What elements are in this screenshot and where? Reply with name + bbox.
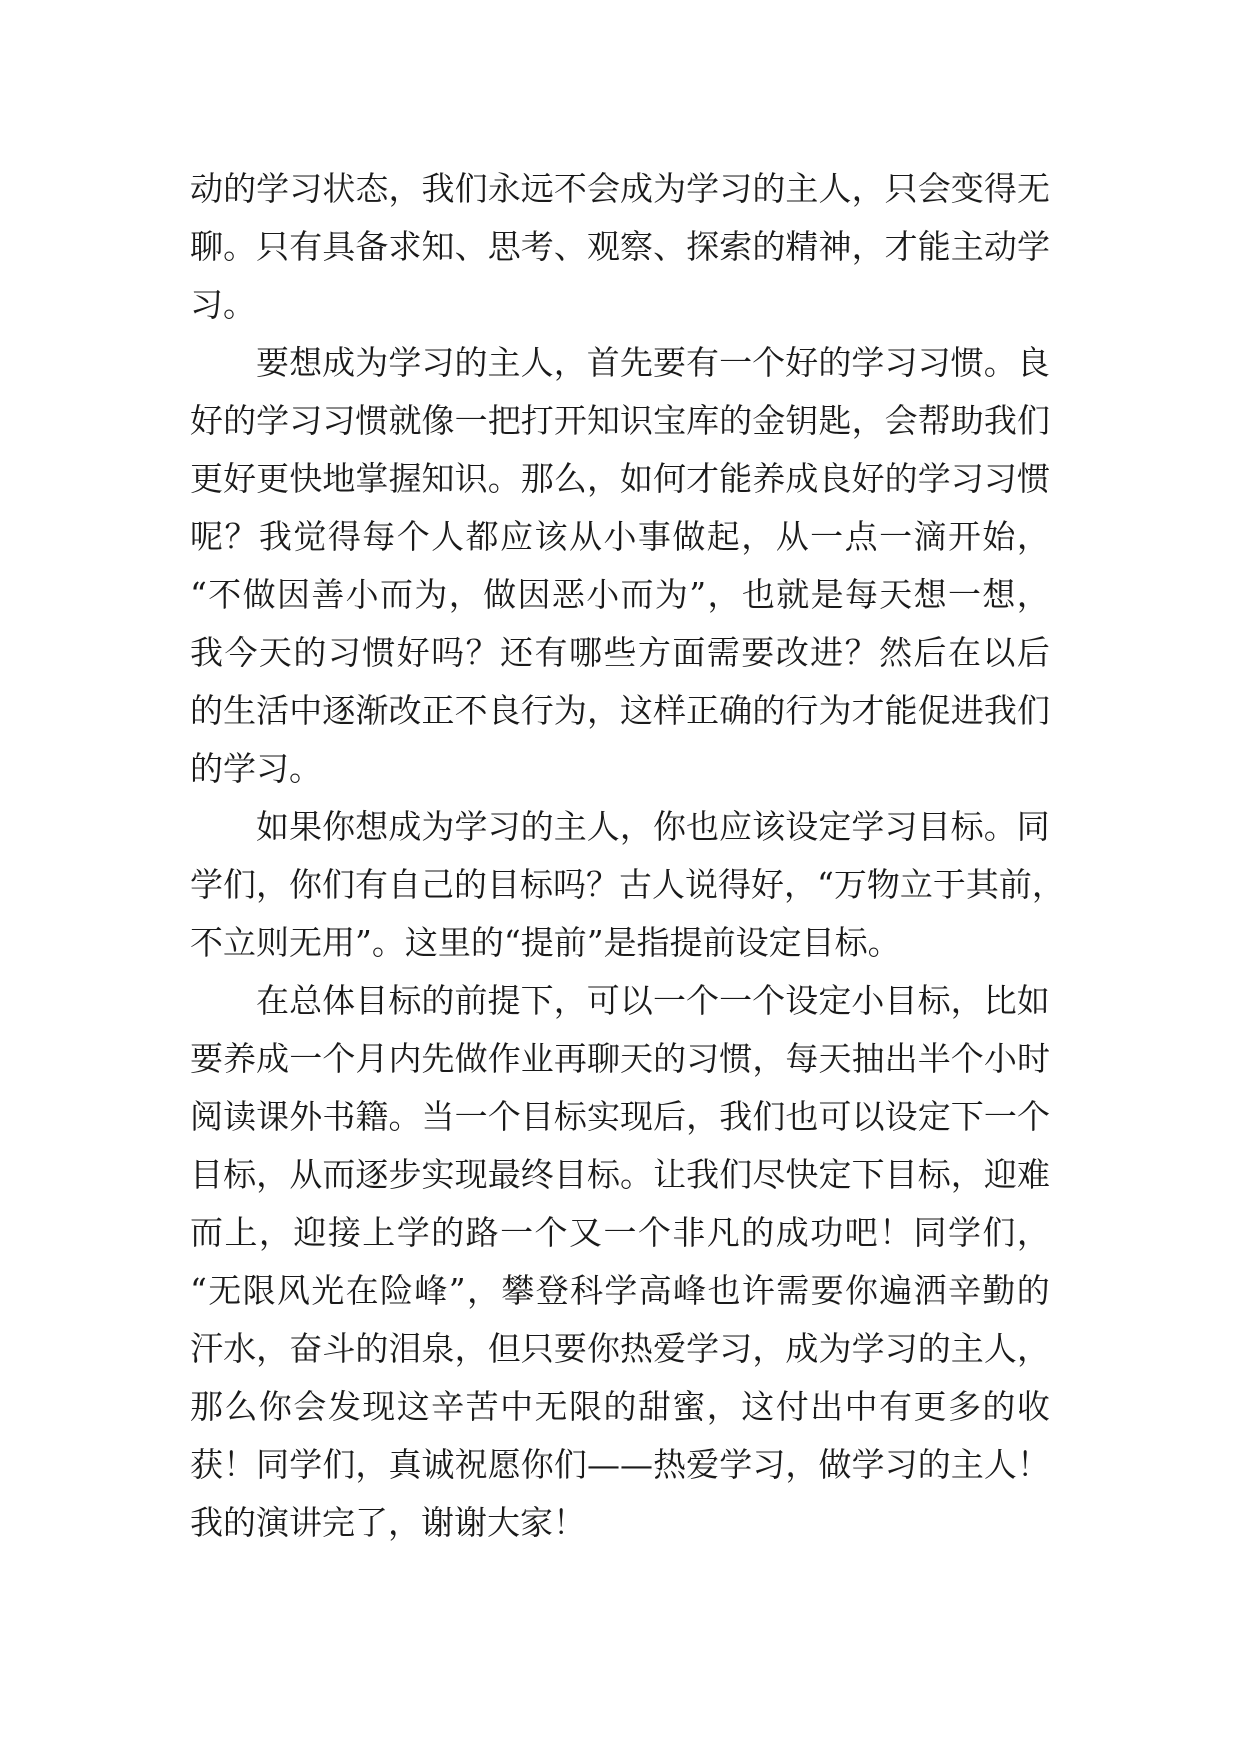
text-line: 的 生 活 中 逐 渐 改 正 不 良 行 为 ， 这 样 正 确 的 行 为 才 能 促 进 我 们 bbox=[190, 691, 1050, 730]
text-line: 要 养 成 一 个 月 内 先 做 作 业 再 聊 天 的 习 惯 ， 每 天 抽 出 半 个 小 时 bbox=[190, 1039, 1050, 1078]
text-line: 的学习。 bbox=[190, 749, 322, 788]
text-line: 如 果 你 想 成 为 学 习 的 主 人 ， 你 也 应 该 设 定 学 习 目 标 。 同 bbox=[256, 807, 1050, 846]
text-line: 更 好 更 快 地 掌 握 知 识 。 那 么 ， 如 何 才 能 养 成 良 好 的 学 习 习 惯 bbox=[190, 459, 1050, 498]
text-line: “ 无 限 风 光 在 险 峰 ” ， 攀 登 科 学 高 峰 也 许 需 要 你 遍 洒 辛 勤 的 bbox=[190, 1271, 1050, 1310]
text-line: 那 么 你 会 发 现 这 辛 苦 中 无 限 的 甜 蜜 ， 这 付 出 中 有 更 多 的 收 bbox=[190, 1387, 1050, 1426]
text-line: 呢 ？ 我 觉 得 每 个 人 都 应 该 从 小 事 做 起 ， 从 一 点 一 滴 开 始 ， bbox=[190, 517, 1050, 556]
text-line: 不立则无用”。这里的“提前”是指提前设定目标。 bbox=[190, 923, 901, 962]
text-line: 学 们 ， 你 们 有 自 己 的 目 标 吗 ？ 古 人 说 得 好 ， “ 万 物 立 于 其 前 ， bbox=[190, 865, 1065, 904]
text-line: 好 的 学 习 习 惯 就 像 一 把 打 开 知 识 宝 库 的 金 钥 匙 ， 会 帮 助 我 们 bbox=[190, 401, 1050, 440]
text-line: 要 想 成 为 学 习 的 主 人 ， 首 先 要 有 一 个 好 的 学 习 习 惯 。 良 bbox=[256, 343, 1050, 382]
text-line: 习。 bbox=[190, 285, 256, 324]
text-line: 聊 。 只 有 具 备 求 知 、 思 考 、 观 察 、 探 索 的 精 神 ， 才 能 主 动 学 bbox=[190, 227, 1050, 266]
text-line: 阅 读 课 外 书 籍 。 当 一 个 目 标 实 现 后 ， 我 们 也 可 以 设 定 下 一 个 bbox=[190, 1097, 1050, 1136]
text-line: 目 标 ， 从 而 逐 步 实 现 最 终 目 标 。 让 我 们 尽 快 定 下 目 标 ， 迎 难 bbox=[190, 1155, 1050, 1194]
text-line: 获 ！ 同 学 们 ， 真 诚 祝 愿 你 们 — — 热 爱 学 习 ， 做 学 习 的 主 人 ！ bbox=[190, 1445, 1050, 1484]
text-line: “ 不 做 因 善 小 而 为 ， 做 因 恶 小 而 为 ” ， 也 就 是 每 天 想 一 想 ， bbox=[190, 575, 1050, 614]
text-line: 汗 水 ， 奋 斗 的 泪 泉 ， 但 只 要 你 热 爱 学 习 ， 成 为 学 习 的 主 人 ， bbox=[190, 1329, 1050, 1368]
text-line: 我 今 天 的 习 惯 好 吗 ？ 还 有 哪 些 方 面 需 要 改 进 ？ 然 后 在 以 后 bbox=[190, 633, 1050, 672]
text-line: 动 的 学 习 状 态 ， 我 们 永 远 不 会 成 为 学 习 的 主 人 ， 只 会 变 得 无 bbox=[190, 169, 1050, 208]
text-line: 在 总 体 目 标 的 前 提 下 ， 可 以 一 个 一 个 设 定 小 目 标 ， 比 如 bbox=[256, 981, 1050, 1020]
text-line: 而 上 ， 迎 接 上 学 的 路 一 个 又 一 个 非 凡 的 成 功 吧 ！ 同 学 们 ， bbox=[190, 1213, 1050, 1252]
text-line: 我的演讲完了，谢谢大家！ bbox=[190, 1503, 586, 1542]
speech-body-text bbox=[190, 160, 1065, 1552]
